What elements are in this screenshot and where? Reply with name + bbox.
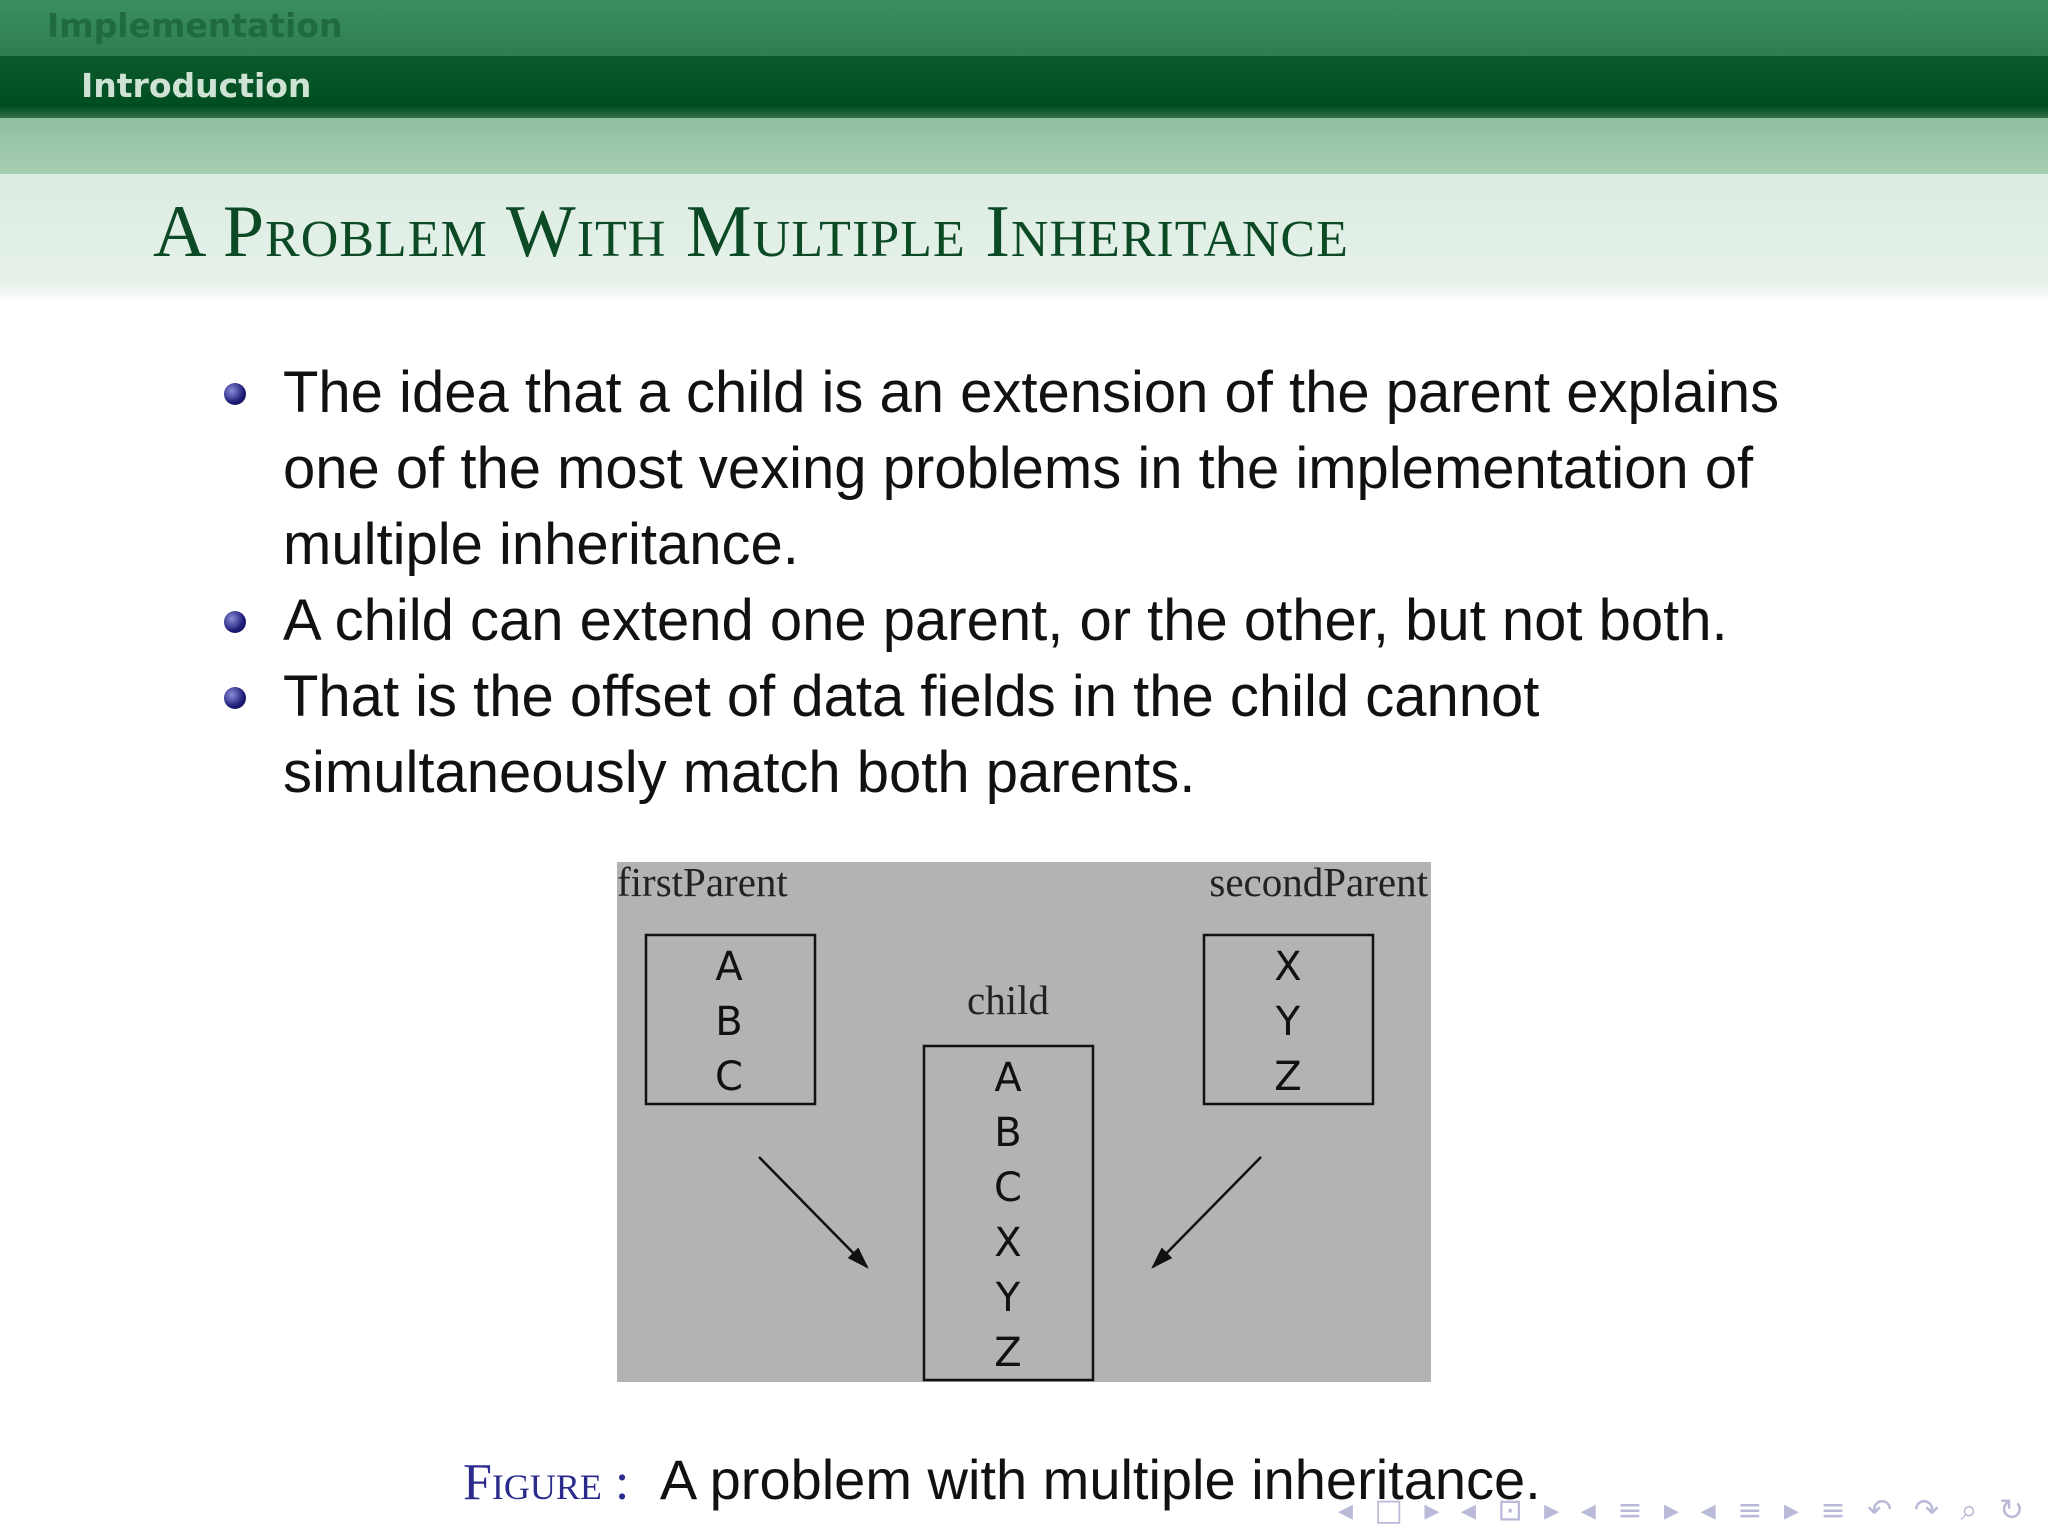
header-subsection-bar: [0, 56, 2048, 118]
section-link[interactable]: Implementation: [47, 6, 343, 45]
bullet-text: The idea that a child is an extension of the parent explains one of the most vexing problems in the implementation of multiple inheritance.: [283, 360, 1780, 577]
child-field: C: [994, 1165, 1022, 1211]
bullet-text: That is the offset of data fields in the child cannot simultaneously match both parents.: [283, 664, 1540, 805]
inheritance-figure: [617, 862, 1431, 1382]
figure-background: [617, 862, 1431, 1382]
bullet-list: [220, 355, 1880, 811]
second-parent-label: secondParent: [1209, 862, 1428, 905]
second-parent-field: X: [1274, 944, 1302, 990]
header-decor-band: [0, 118, 2048, 174]
second-parent-field: Z: [1274, 1054, 1302, 1100]
second-parent-field: Y: [1275, 999, 1301, 1045]
child-field: B: [994, 1110, 1022, 1156]
first-parent-label: firstParent: [617, 862, 788, 905]
child-field: X: [994, 1220, 1022, 1266]
bullet-icon: [224, 687, 246, 709]
first-parent-field: A: [715, 944, 743, 990]
beamer-navigation-icons[interactable]: ◂ □ ▸ ◂ ⊡ ▸ ◂ ≡ ▸ ◂ ≡ ▸ ≡ ↶ ↷ ⌕ ↻: [1337, 1493, 2030, 1528]
child-field: A: [994, 1055, 1022, 1101]
first-parent-field: B: [715, 999, 743, 1045]
caption-text: A problem with multiple inheritance.: [659, 1448, 1541, 1511]
header-section-bar: [0, 0, 2048, 56]
child-label: child: [967, 977, 1049, 1023]
slide-title: A Problem With Multiple Inheritance: [153, 191, 1349, 273]
bullet-icon: [224, 383, 246, 405]
caption-label: Figure :: [463, 1454, 630, 1511]
child-field: Z: [994, 1330, 1022, 1376]
first-parent-field: C: [715, 1054, 743, 1100]
bullet-text: A child can extend one parent, or the other, but not both.: [283, 588, 1728, 653]
bullet-item: [220, 659, 1880, 811]
bullet-icon: [224, 611, 246, 633]
subsection-link[interactable]: Introduction: [81, 66, 312, 105]
child-field: Y: [995, 1275, 1021, 1321]
bullet-item: [220, 583, 1880, 659]
bullet-item: [220, 355, 1880, 583]
